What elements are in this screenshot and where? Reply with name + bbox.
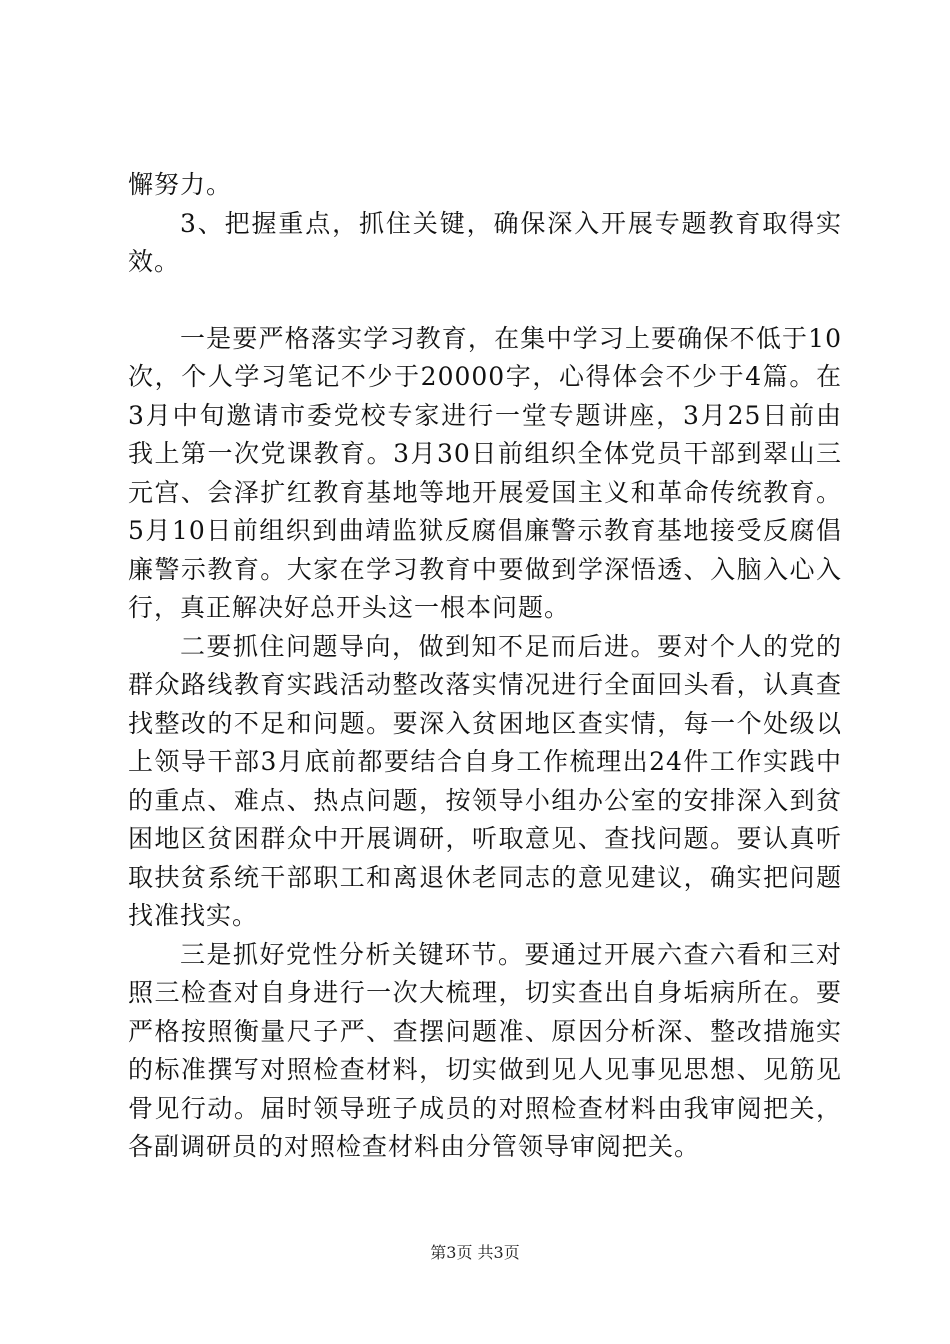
section-heading: 3、把握重点，抓住关键，确保深入开展专题教育取得实效。: [128, 208, 842, 276]
paragraph-party-analysis: 三是抓好党性分析关键环节。要通过开展六查六看和三对照三检查对自身进行一次大梳理，切实查出自身垢病所在。要严格按照衡量尺子严、查摆问题准、原因分析深、整改措施实的标准撰写对照检查材料，切实做到见人见事见思想、见筋见骨见行动。届时领导班子成员的对照检查材料由我审阅把关，各副调研员的对照检查材料由分管领导审阅把关。: [128, 939, 842, 1161]
paragraph-problem-orientation: 二要抓住问题导向，做到知不足而后进。要对个人的党的群众路线教育实践活动整改落实情况进行全面回头看，认真查找整改的不足和问题。要深入贫困地区查实情，每一个处级以上领导干部3月底前都要结合自身工作梳理出24件工作实践中的重点、难点、热点问题，按领导小组办公室的安排深入到贫困地区贫困群众中开展调研，听取意见、查找问题。要认真听取扶贫系统干部职工和离退休老同志的意见建议，确实把问题找准找实。: [128, 631, 842, 930]
paragraph-study-education: 一是要严格落实学习教育，在集中学习上要确保不低于10次，个人学习笔记不少于20000字，心得体会不少于4篇。在3月中旬邀请市委党校专家进行一堂专题讲座，3月25日前由我上第一次党课教育。3月30日前组织全体党员干部到翠山三元宫、会泽扩红教育基地等地开展爱国主义和革命传统教育。5月10日前组织到曲靖监狱反腐倡廉警示教育基地接受反腐倡廉警示教育。大家在学习教育中要做到学深悟透、入脑入心入行，真正解决好总开头这一根本问题。: [128, 323, 842, 622]
page-number: 第3页 共3页: [430, 1243, 520, 1262]
document-body: [128, 166, 842, 1167]
paragraph-continuation: 懈努力。: [128, 170, 233, 199]
